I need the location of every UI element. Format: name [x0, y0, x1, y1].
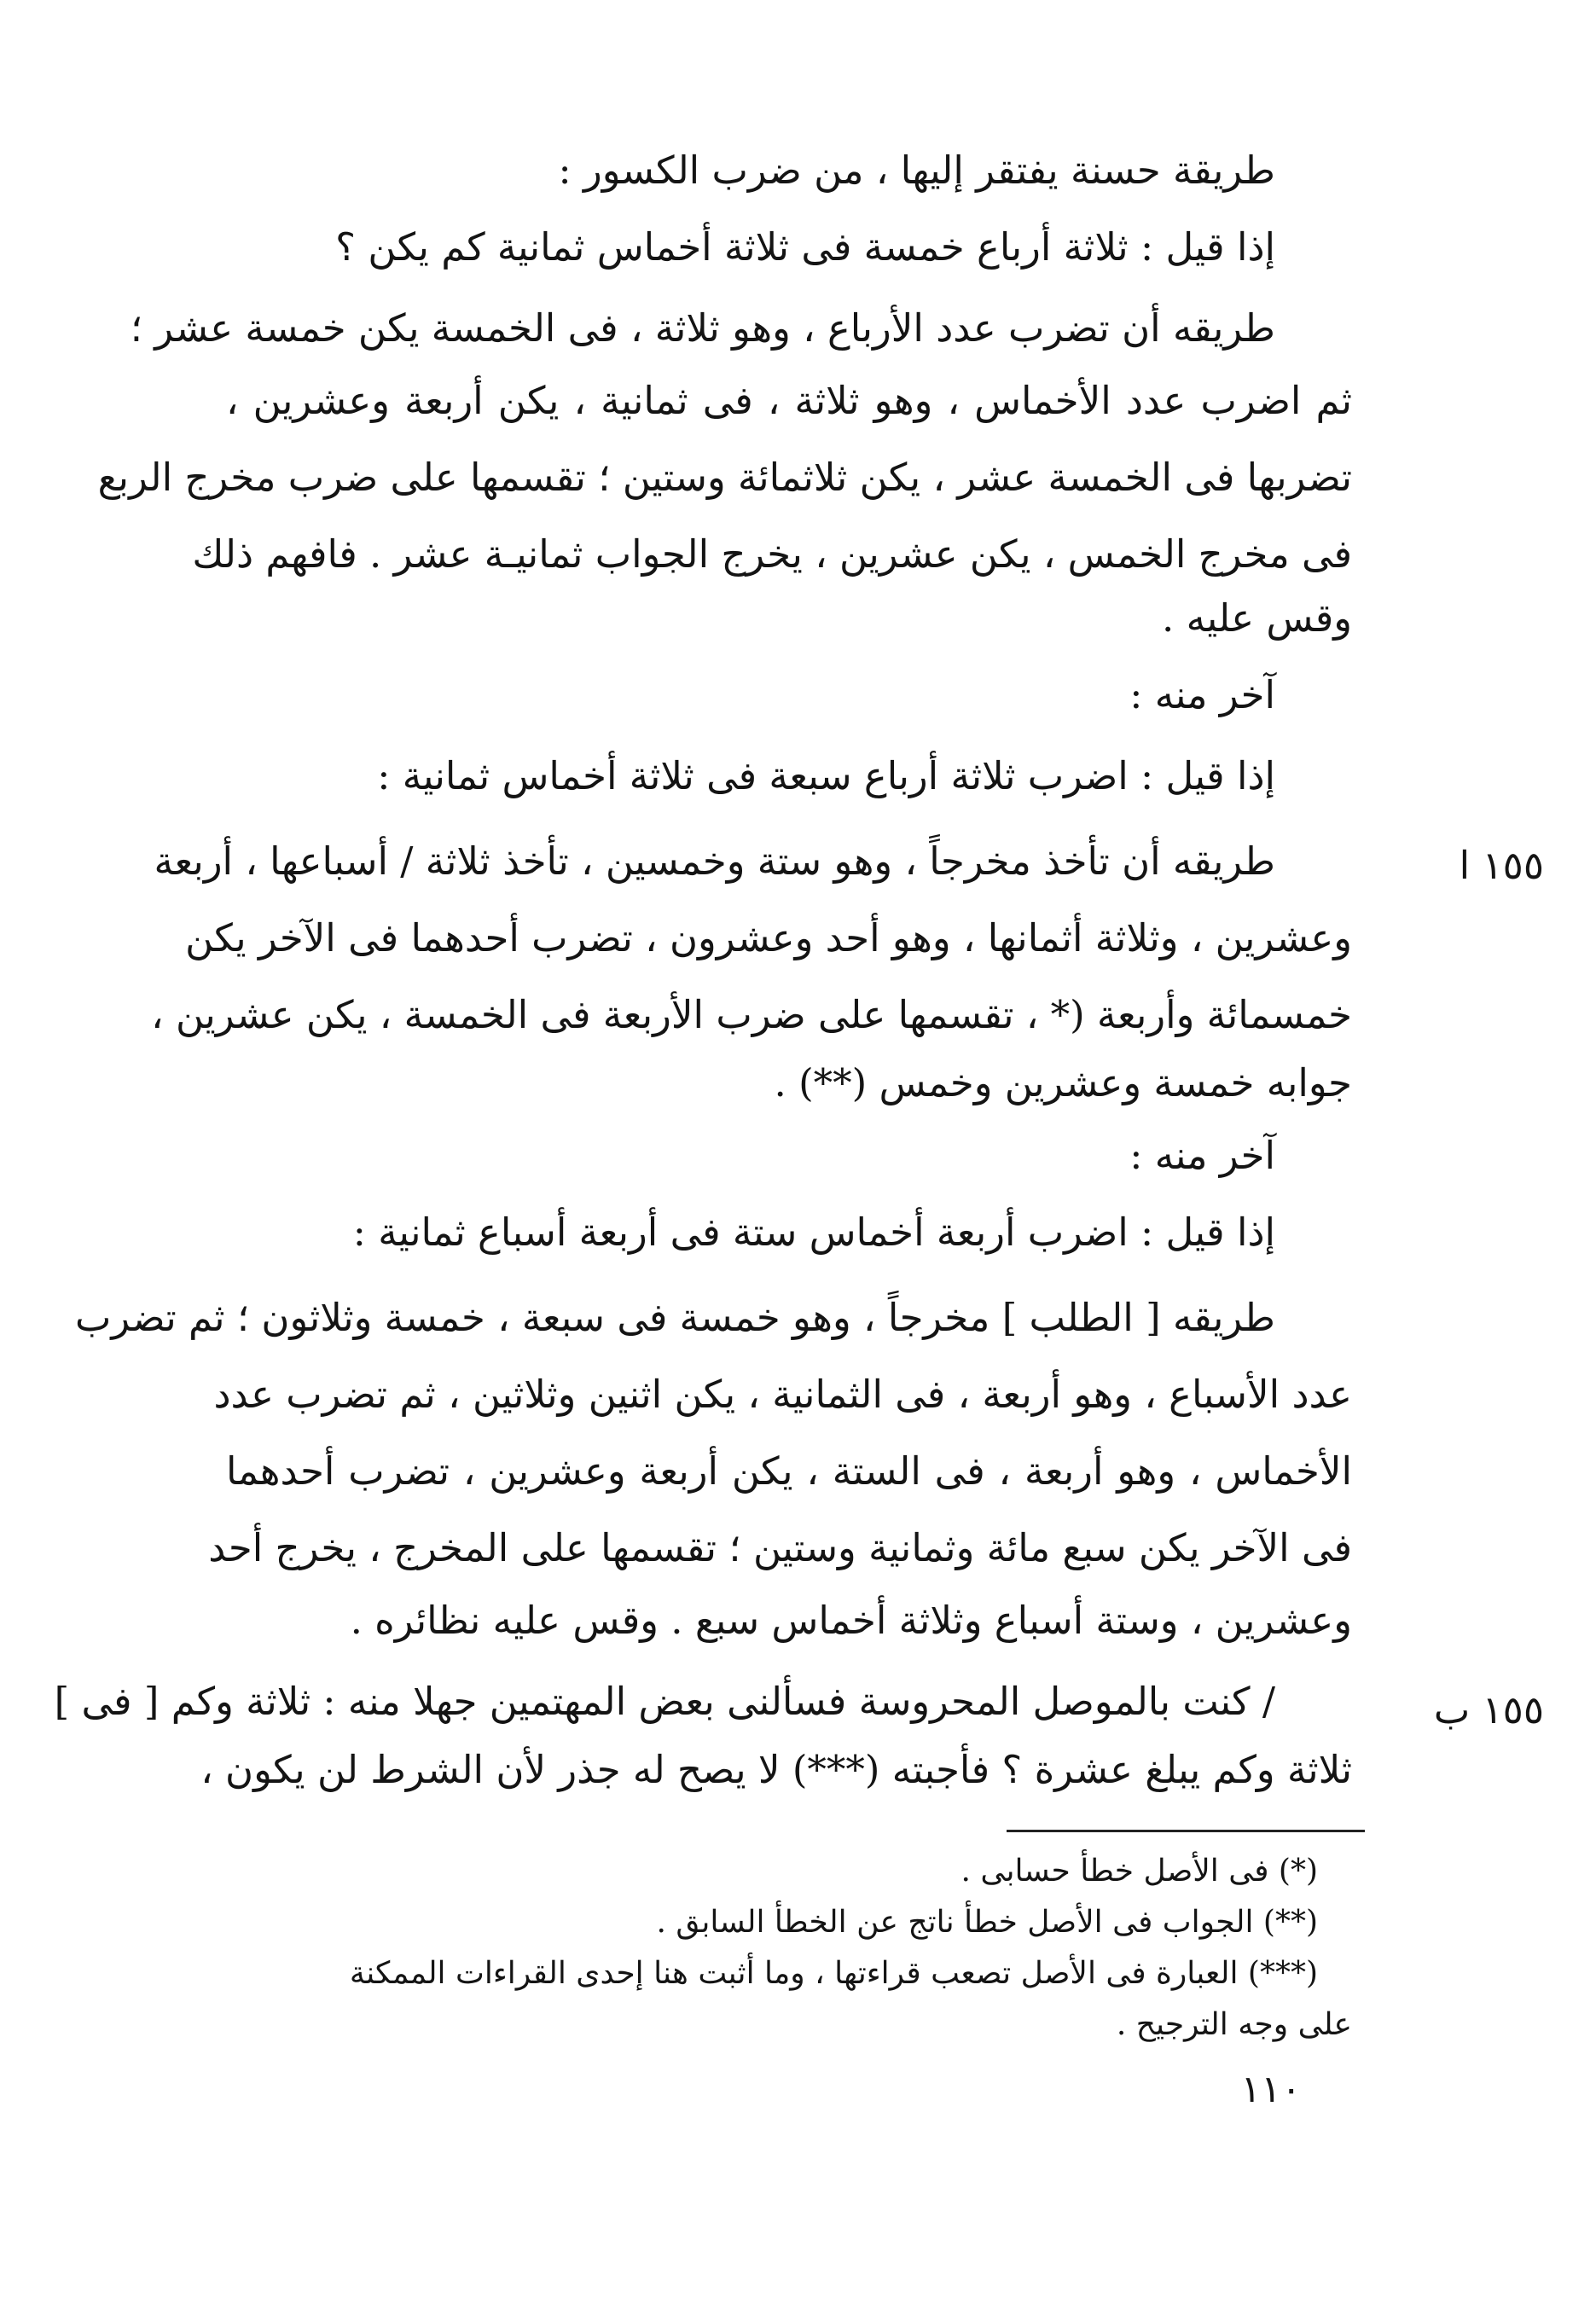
text-line: تضربها فى الخمسة عشر ، يكن ثلاثمائة وستين ؛ تقسمها على ضرب مخرج الربع	[97, 455, 1352, 500]
text-line: جوابه خمسة وعشرين وخمس (**) .	[774, 1060, 1352, 1105]
folio-marker-155a: ١٥٥ ا	[1459, 843, 1544, 888]
text-line: وعشرين ، وثلاثة أثمانها ، وهو أحد وعشرون ، تضرب أحدهما فى الآخر يكن	[185, 915, 1352, 960]
footnote: على وجه الترجيح .	[1116, 2007, 1352, 2042]
text-line: وعشرين ، وستة أسباع وثلاثة أخماس سبع . وقس عليه نظائره .	[350, 1598, 1352, 1643]
folio-marker-155b: ١٥٥ ب	[1433, 1687, 1544, 1732]
text-line: إذا قيل : اضرب ثلاثة أرباع سبعة فى ثلاثة أخماس ثمانية :	[377, 753, 1275, 798]
page-number: ١١٠	[1240, 2068, 1302, 2111]
text-line: طريقه أن تضرب عدد الأرباع ، وهو ثلاثة ، فى الخمسة يكن خمسة عشر ؛	[130, 305, 1275, 351]
footnote-divider	[1007, 1830, 1365, 1832]
text-line: طريقة حسنة يفتقر إليها ، من ضرب الكسور :	[558, 148, 1275, 193]
text-line: / كنت بالموصل المحروسة فسألنى بعض المهتمين جهلا منه : ثلاثة وكم [ فى ]	[54, 1679, 1275, 1724]
text-line: ثم اضرب عدد الأخماس ، وهو ثلاثة ، فى ثمانية ، يكن أربعة وعشرين ،	[226, 378, 1352, 423]
text-line: فى مخرج الخمس ، يكن عشرين ، يخرج الجواب ثمانيـة عشر . فافهم ذلك	[192, 531, 1352, 577]
text-line: ثلاثة وكم يبلغ عشرة ؟ فأجبته (***) لا يصح له جذر لأن الشرط لن يكون ،	[200, 1747, 1352, 1792]
main-text	[54, 128, 1352, 1817]
text-line: طريقه [ الطلب ] مخرجاً ، وهو خمسة فى سبعة ، خمسة وثلاثون ؛ ثم تضرب	[75, 1295, 1275, 1340]
footnote: (*) فى الأصل خطأ حسابى .	[961, 1854, 1318, 1889]
text-line: الأخماس ، وهو أربعة ، فى الستة ، يكن أربعة وعشرين ، تضرب أحدهما	[226, 1448, 1352, 1494]
text-line: خمسمائة وأربعة (* ، تقسمها على ضرب الأربعة فى الخمسة ، يكن عشرين ،	[151, 992, 1352, 1037]
text-line: وقس عليه .	[1162, 595, 1352, 641]
section-heading: آخر منه :	[1129, 1133, 1275, 1178]
footnote: (**) الجواب فى الأصل خطأ ناتج عن الخطأ السابق .	[656, 1905, 1318, 1940]
text-line: إذا قيل : ثلاثة أرباع خمسة فى ثلاثة أخماس ثمانية كم يكن ؟	[335, 224, 1275, 270]
text-line: طريقه أن تأخذ مخرجاً ، وهو ستة وخمسين ، تأخذ ثلاثة / أسباعها ، أربعة	[154, 839, 1275, 884]
text-line: إذا قيل : اضرب أربعة أخماس ستة فى أربعة أسباع ثمانية :	[352, 1210, 1275, 1255]
footnote: (***) العبارة فى الأصل تصعب قراءتها ، وما أثبت هنا إحدى القراءات الممكنة	[349, 1956, 1318, 1991]
section-heading: آخر منه :	[1129, 672, 1275, 717]
footnotes	[226, 1842, 1352, 2047]
text-line: فى الآخر يكن سبع مائة وثمانية وستين ؛ تقسمها على المخرج ، يخرج أحد	[208, 1525, 1352, 1570]
text-line: عدد الأسباع ، وهو أربعة ، فى الثمانية ، يكن اثنين وثلاثين ، ثم تضرب عدد	[213, 1372, 1352, 1417]
